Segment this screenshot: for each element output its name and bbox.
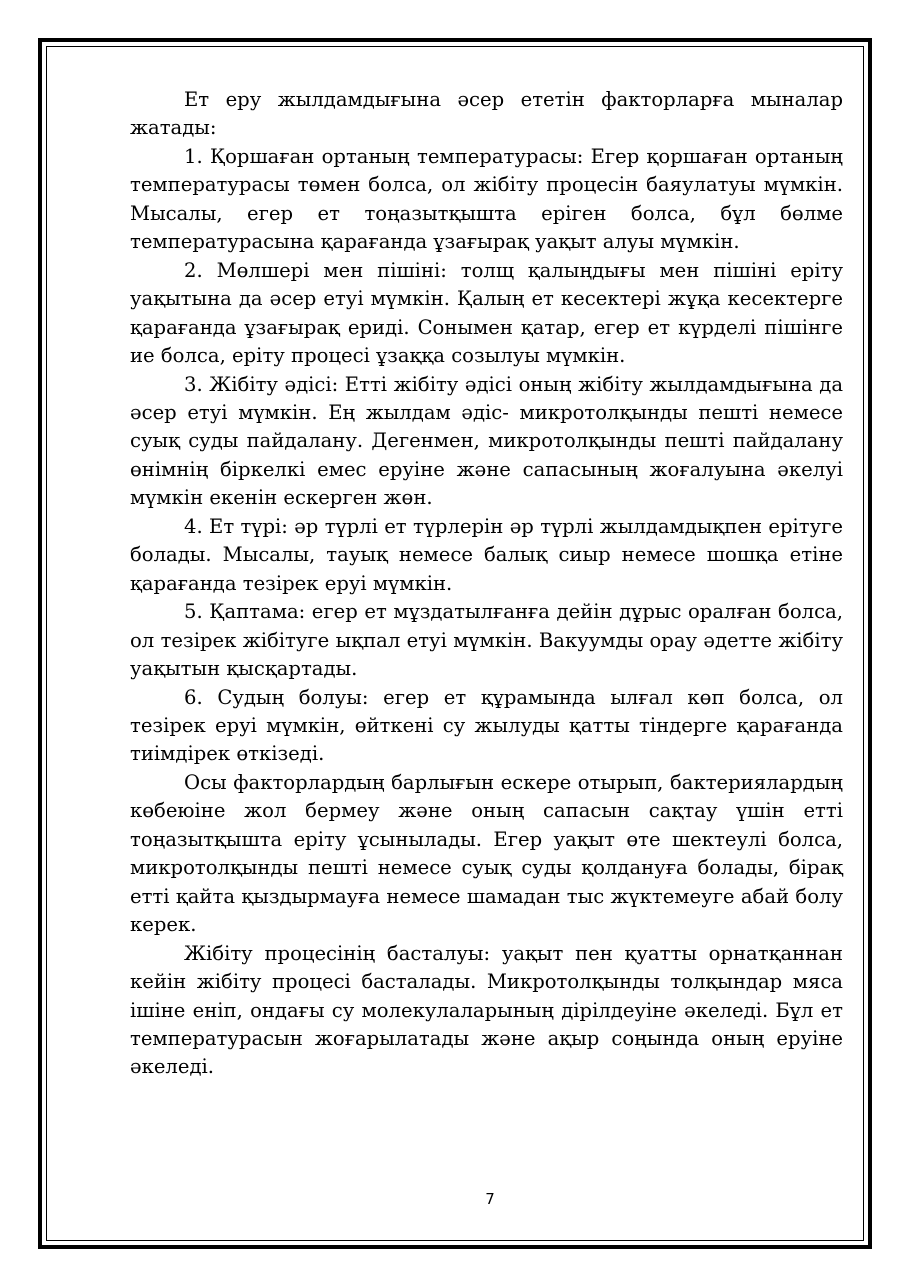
paragraph-thawing-start: Жібіту процесінің басталуы: уақыт пен қуатты орнатқаннан кейін жібіту процесі басталады. Микротолқынды толқындар мяса ішіне еніп, ондағы су молекулаларының дірілдеуіне әкеледі. Бұл ет температурасын жоғарылатады және ақыр соңында оның еруіне әкеледі. <box>130 941 843 1079</box>
paragraph-factor-water: 6. Судың болуы: егер ет құрамында ылғал көп болса, ол тезірек еруі мүмкін, өйткені су жылуды қатты тіндерге қарағанда тиімдірек өткізеді. <box>130 685 843 766</box>
document-body <box>130 86 843 1082</box>
paragraph-factor-method: 3. Жібіту әдісі: Етті жібіту әдісі оның жібіту жылдамдығына да әсер етуі мүмкін. Ең жылдам әдіс- микротолқынды пешті немесе суық суды пайдалану. Дегенмен, микротолқынды пешті пайдалану өнімнің біркелкі емес еруіне және сапасының жоғалуына әкелуі мүмкін екенін ескерген жөн. <box>130 372 843 510</box>
paragraph-factor-packaging: 5. Қаптама: егер ет мұздатылғанға дейін дұрыс оралған болса, ол тезірек жібітуге ықпал етуі мүмкін. Вакуумды орау әдетте жібіту уақытын қысқартады. <box>130 600 843 681</box>
page-number: 7 <box>485 1190 495 1208</box>
paragraph-factor-temperature: 1. Қоршаған ортаның температурасы: Егер қоршаған ортаның температурасы төмен болса, ол жібіту процесін баяулатуы мүмкін. Мысалы, егер ет тоңазытқышта еріген болса, бұл бөлме температурасына қарағанда ұзағырақ уақыт алуы мүмкін. <box>130 144 843 254</box>
paragraph-intro: Ет еру жылдамдығына әсер ететін факторларға мыналар жатады: <box>130 88 843 140</box>
paragraph-factor-size-shape: 2. Мөлшері мен пішіні: толщ қалыңдығы мен пішіні еріту уақытына да әсер етуі мүмкін. Қалың ет кесектері жұқа кесектерге қарағанда ұзағырақ ериді. Сонымен қатар, егер ет күрделі пішінге ие болса, еріту процесі ұзаққа созылуы мүмкін. <box>130 258 843 368</box>
paragraph-conclusion: Осы факторлардың барлығын ескере отырып, бактериялардың көбеюіне жол бермеу және оның сапасын сақтау үшін етті тоңазытқышта еріту ұсынылады. Егер уақыт өте шектеулі болса, микротолқынды пешті немесе суық суды қолдануға болады, бірақ етті қайта қыздырмауға немесе шамадан тыс жүктемеуге абай болу керек. <box>130 770 843 937</box>
paragraph-factor-meat-type: 4. Ет түрі: әр түрлі ет түрлерін әр түрлі жылдамдықпен ерітуге болады. Мысалы, тауық немесе балық сиыр немесе шошқа етіне қарағанда тезірек еруі мүмкін. <box>130 514 843 595</box>
